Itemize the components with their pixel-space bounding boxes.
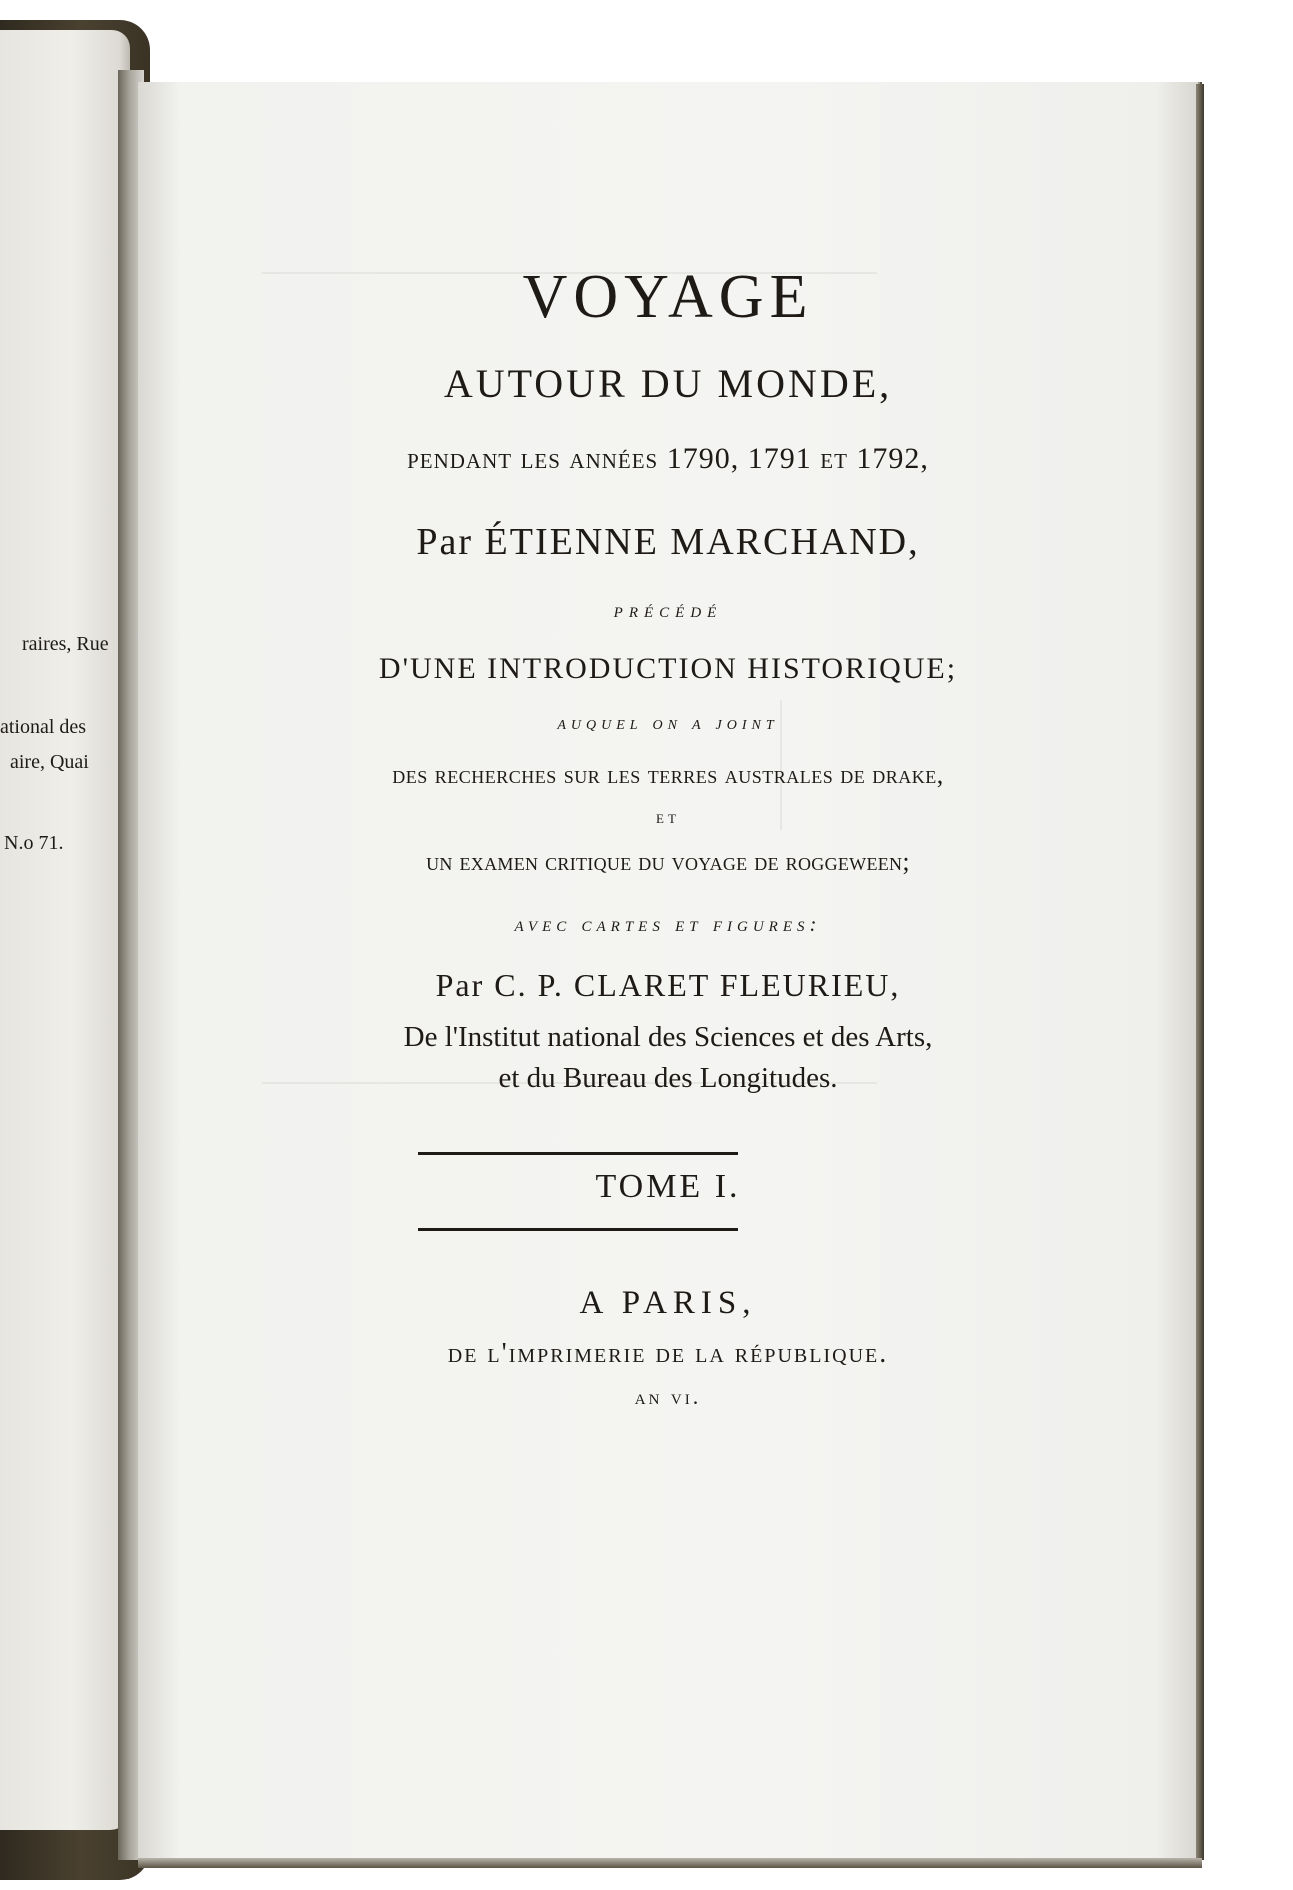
institute-line: De l'Institut national des Sciences et des Arts, xyxy=(403,1021,933,1053)
research-line: des recherches sur les terres australes de drake, xyxy=(392,760,944,789)
left-page xyxy=(0,30,130,1830)
book-title: VOYAGE xyxy=(522,263,814,331)
left-page-fragment: N.o 71. xyxy=(4,832,64,854)
imprint-printer: de l'imprimerie de la république. xyxy=(447,1338,889,1369)
exam-line: un examen critique du voyage de roggeween; xyxy=(426,847,910,876)
imprint-city: A PARIS, xyxy=(579,1285,757,1321)
maps-label: avec cartes et figures: xyxy=(514,912,822,936)
introduction-line: D'UNE INTRODUCTION HISTORIQUE; xyxy=(378,652,958,685)
volume-label: TOME I. xyxy=(595,1168,741,1205)
volume-bottom-rule xyxy=(418,1228,738,1231)
volume-top-rule xyxy=(418,1152,738,1155)
left-page-fragment: ational des xyxy=(0,716,87,738)
editor-line: Par C. P. CLARET FLEURIEU, xyxy=(435,967,901,1003)
preceded-label: précédé xyxy=(613,597,723,622)
book-years: pendant les années 1790, 1791 et 1792, xyxy=(407,442,929,475)
book-subtitle: AUTOUR DU MONDE, xyxy=(443,361,893,406)
and-label: et xyxy=(656,807,680,827)
bureau-line: et du Bureau des Longitudes. xyxy=(498,1062,838,1094)
joined-label: auquel on a joint xyxy=(557,712,779,734)
left-page-fragment: aire, Quai xyxy=(10,751,89,773)
book-author: Par ÉTIENNE MARCHAND, xyxy=(416,521,920,563)
imprint-year: an vi. xyxy=(634,1384,702,1409)
left-page-fragment: raires, Rue xyxy=(22,633,109,655)
page-bottom-edge xyxy=(138,1858,1202,1868)
